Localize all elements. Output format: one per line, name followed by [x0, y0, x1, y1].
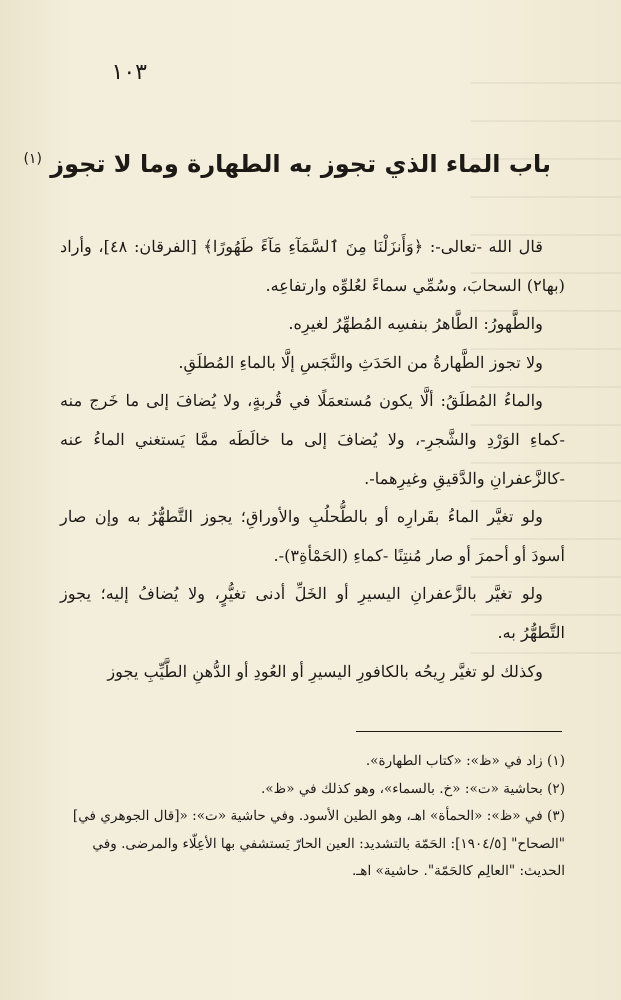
chapter-title-text: باب الماء الذي تجوز به الطهارة وما لا تجوز	[50, 150, 551, 178]
paragraph: قال الله -تعالى-: ﴿وَأَنزَلْنَا مِنَ ٱلسَّمَآءِ مَآءً طَهُورًا﴾ [الفرقان: ٤٨]، وأراد (بها٢) السحابَ، وسُمِّي سماءً لعُلوِّه وارتفاعِه.	[60, 237, 565, 295]
chapter-footnote-marker: (١)	[23, 151, 42, 167]
paragraph: ولو تغيَّر الماءُ بقَرارِه أو بالطُّحلُبِ والأوراقِ؛ يجوز التَّطهُّرُ به وإن صار أسودَ أو أحمرَ أو صار مُنتِنًا -كماءِ (الحَمْأةِ٣)-.	[60, 507, 565, 565]
paragraph: ولو تغيَّر بالزَّعفرانِ اليسيرِ أو الخَلِّ أدنى تغيُّرٍ، ولا يُضافُ إليه؛ يجوز التَّطهُّرُ به.	[60, 584, 565, 642]
paragraph: ولا تجوز الطَّهارةُ من الحَدَثِ والنَّجَسِ إلَّا بالماءِ المُطلَقِ.	[178, 352, 543, 372]
footnote-divider	[356, 731, 562, 732]
footnote: (٢) بحاشية «ت»: «خ. بالسماء»، وهو كذلك في «ظ».	[260, 780, 565, 797]
paragraph: والطَّهورُ: الطَّاهرُ بنفسِه المُطهِّرُ لغيرِه.	[288, 314, 543, 334]
footnotes	[60, 748, 565, 886]
paragraph: وكذلك لو تغيَّر رِيحُه بالكافورِ اليسيرِ أو العُودِ أو الدُّهنِ الطَّيِّبِ يجوز	[107, 661, 543, 681]
paragraph: والماءُ المُطلَقُ: ألَّا يكون مُستعمَلًا في قُربةٍ، ولا يُضافَ إلى ما خَرج منه -كماءِ الوَرْدِ والشَّجرِ-، ولا يُضافَ إلى ما خالَطَه ممَّا يَستغني الماءُ عنه -كالزَّعفرانِ والدَّقيقِ وغيرِهما-.	[60, 391, 565, 488]
footnote: (١) زاد في «ظ»: «كتاب الطهارة».	[365, 753, 565, 769]
footnote: (٣) في «ظ»: «الحمأة» اهـ، وهو الطين الأسود. وفي حاشية «ت»: «[قال الجوهري في] "الصحاح" [١٩٠٤/٥]: الحَمّة بالتشديد: العين الحارّ يَستشفي بها الأعِلّاء والمرضى. وفي الحديث: "العالِم كالحَمّة". حاشية» اهـ.	[72, 808, 565, 879]
page-number: ١٠٣	[111, 60, 147, 85]
main-text	[60, 228, 565, 691]
chapter-heading	[23, 150, 551, 178]
